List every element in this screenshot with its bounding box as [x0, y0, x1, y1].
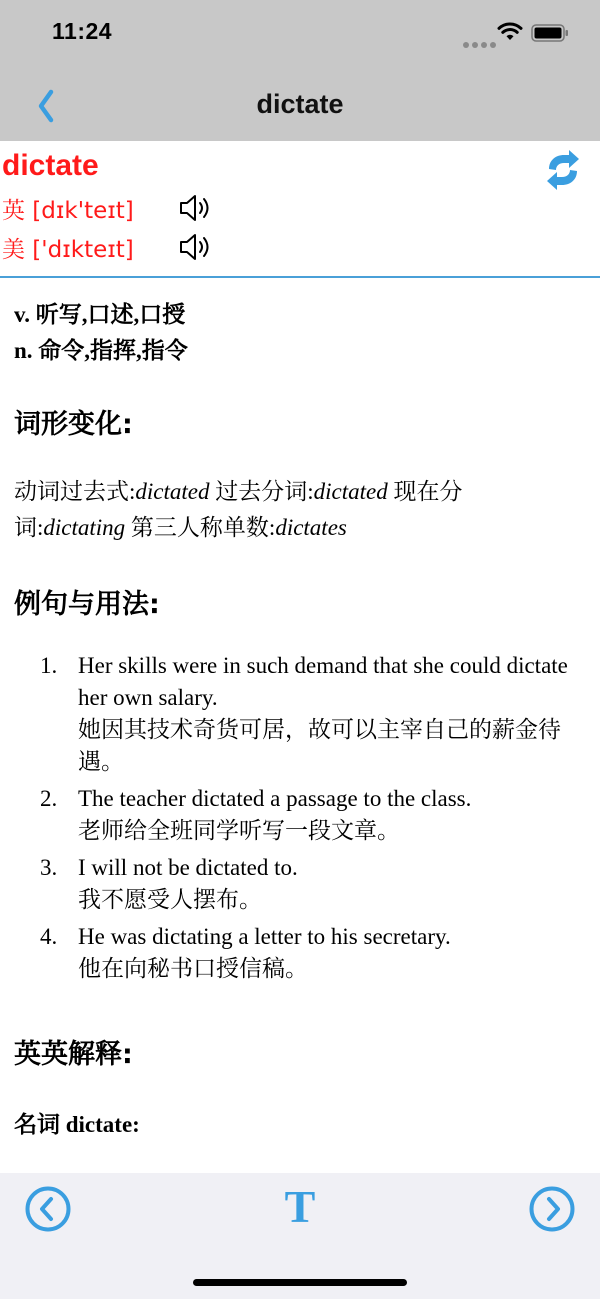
third-person-value: dictates	[275, 515, 347, 540]
example-english: Her skills were in such demand that she could dictate her own salary.	[78, 653, 568, 710]
uk-pronunciation	[2, 191, 214, 225]
cellular-signal-icon	[463, 35, 499, 53]
speaker-icon	[178, 191, 214, 225]
us-pronunciation	[2, 230, 214, 264]
example-english: He was dictating a letter to his secretary.	[78, 924, 451, 949]
example-chinese: 老师给全班同学听写一段文章。	[78, 818, 400, 843]
definitions	[14, 297, 188, 369]
example-chinese: 他在向秘书口授信稿。	[78, 956, 308, 981]
past-participle-label: 过去分词:	[209, 479, 314, 504]
status-time: 11:24	[52, 18, 113, 44]
past-tense-label: 动词过去式:	[14, 479, 136, 504]
past-tense-value: dictated	[135, 479, 210, 504]
present-participle-value: dictating	[43, 515, 126, 540]
past-participle-value: dictated	[313, 479, 388, 504]
battery-icon	[531, 24, 569, 42]
definition-verb: v. 听写,口述,口授	[14, 302, 186, 327]
headword: dictate	[2, 149, 99, 182]
circle-chevron-left-icon	[24, 1185, 72, 1233]
refresh-button[interactable]	[544, 149, 582, 191]
section-heading-english: 英英解释:	[14, 1039, 133, 1070]
definition-noun: n. 命令,指挥,指令	[14, 338, 188, 363]
example-english: I will not be dictated to.	[78, 855, 298, 880]
section-heading-forms: 词形变化:	[14, 409, 133, 440]
example-number: 1.	[40, 653, 58, 678]
uk-phonetic: 英 [dɪk'teɪt]	[2, 197, 134, 224]
list-item	[40, 852, 570, 916]
third-person-label: 第三人称单数:	[125, 515, 276, 540]
example-number: 3.	[40, 855, 58, 880]
noun-definition-label: 名词 dictate:	[14, 1112, 140, 1137]
example-chinese: 她因其技术奇货可居，故可以主宰自己的薪金待遇。	[78, 717, 561, 774]
example-chinese: 我不愿受人摆布。	[78, 887, 262, 912]
example-list	[40, 650, 570, 990]
bottom-toolbar	[0, 1173, 600, 1299]
definition-content[interactable]	[0, 280, 600, 1173]
wifi-icon	[497, 22, 523, 42]
home-indicator[interactable]	[193, 1279, 407, 1286]
page-title: dictate	[256, 89, 344, 119]
section-heading-examples: 例句与用法:	[14, 589, 160, 620]
us-speaker-button[interactable]	[178, 230, 214, 264]
present-participle-label: 现在分词:	[14, 479, 463, 540]
word-header	[0, 141, 600, 278]
uk-speaker-button[interactable]	[178, 191, 214, 225]
next-word-button[interactable]	[528, 1185, 576, 1233]
list-item	[40, 650, 570, 778]
list-item	[40, 921, 570, 985]
word-forms	[14, 474, 534, 546]
speaker-icon	[178, 230, 214, 264]
list-item	[40, 783, 570, 847]
example-english: The teacher dictated a passage to the class.	[78, 786, 472, 811]
example-number: 4.	[40, 924, 58, 949]
circle-chevron-right-icon	[528, 1185, 576, 1233]
refresh-icon	[544, 149, 582, 191]
example-number: 2.	[40, 786, 58, 811]
previous-word-button[interactable]	[24, 1185, 72, 1233]
navigation-bar	[0, 70, 600, 141]
us-phonetic: 美 ['dɪkteɪt]	[2, 236, 134, 263]
font-size-button[interactable]: T	[284, 1181, 316, 1232]
status-bar	[0, 0, 600, 70]
